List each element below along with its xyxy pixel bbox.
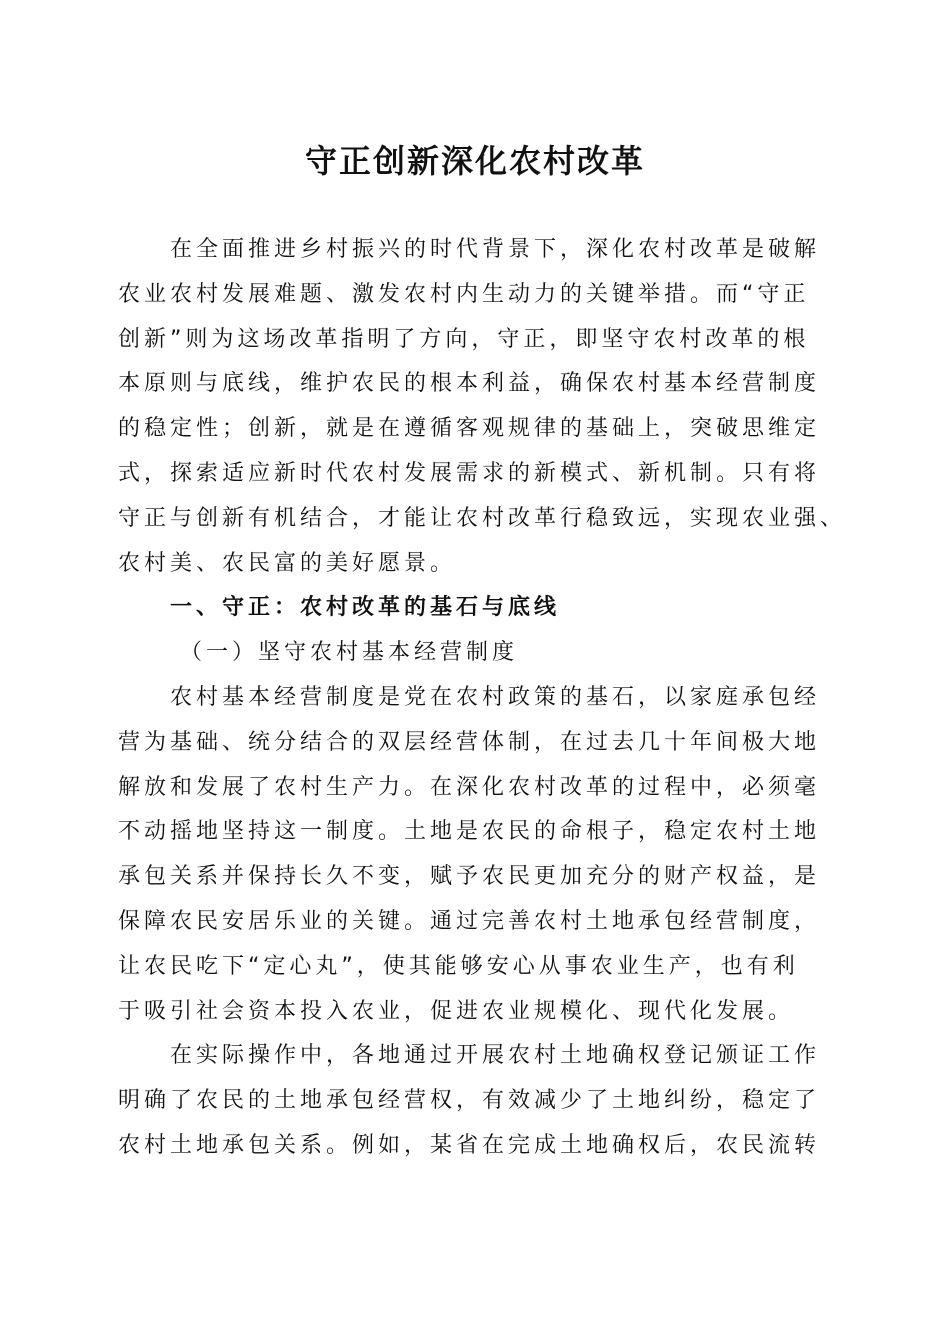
text-line: 在全面推进乡村振兴的时代背景下，深化农村改革是破解 — [170, 237, 821, 262]
document-title: 守正创新深化农村改革 — [304, 142, 645, 180]
document-body — [118, 228, 858, 1169]
text-line: 守正与创新有机结合，才能让农村改革行稳致远，实现农业强、 — [118, 505, 847, 531]
text-line: 解放和发展了农村生产力。在深化农村改革的过程中，必须毫 — [118, 774, 821, 800]
text-line: 的稳定性；创新，就是在遵循客观规律的基础上，突破思维定 — [118, 416, 821, 442]
subsection-heading: （一）坚守农村基本经营制度 — [180, 640, 519, 666]
text-line: 农村美、农民富的美好愿景。 — [118, 550, 457, 576]
text-line: 农业农村发展难题、激发农村内生动力的关键举措。而“守正 — [118, 281, 810, 307]
paragraph-intro — [118, 228, 858, 586]
text-line: 创新”则为这场改革指明了方向，守正，即坚守农村改革的根 — [118, 326, 810, 352]
text-line: 保障农民安居乐业的关键。通过完善农村土地承包经营制度， — [118, 908, 821, 934]
text-line: 不动摇地坚持这一制度。土地是农民的命根子，稳定农村土地 — [118, 819, 821, 845]
text-line: 式，探索适应新时代农村发展需求的新模式、新机制。只有将 — [118, 460, 821, 486]
text-line: 让农民吃下“定心丸”，使其能够安心从事农业生产，也有利 — [118, 953, 799, 979]
paragraph-practice — [118, 1034, 858, 1168]
text-line: 于吸引社会资本投入农业，促进农业规模化、现代化发展。 — [118, 998, 795, 1024]
text-line: 本原则与底线，维护农民的根本利益，确保农村基本经营制度 — [118, 371, 821, 397]
text-line: 在实际操作中，各地通过开展农村土地确权登记颁证工作 — [170, 1043, 821, 1069]
text-line: 农村土地承包关系。例如，某省在完成土地确权后，农民流转 — [118, 1132, 821, 1158]
text-line: 明确了农民的土地承包经营权，有效减少了土地纠纷，稳定了 — [118, 1088, 821, 1114]
text-line: 承包关系并保持长久不变，赋予农民更加充分的财产权益，是 — [118, 864, 821, 890]
section-heading: 一、守正：农村改革的基石与底线 — [170, 595, 561, 621]
text-line: 营为基础、统分结合的双层经营体制，在过去几十年间极大地 — [118, 729, 821, 755]
paragraph-basic-system — [118, 676, 858, 1034]
text-line: 农村基本经营制度是党在农村政策的基石，以家庭承包经 — [170, 684, 821, 710]
